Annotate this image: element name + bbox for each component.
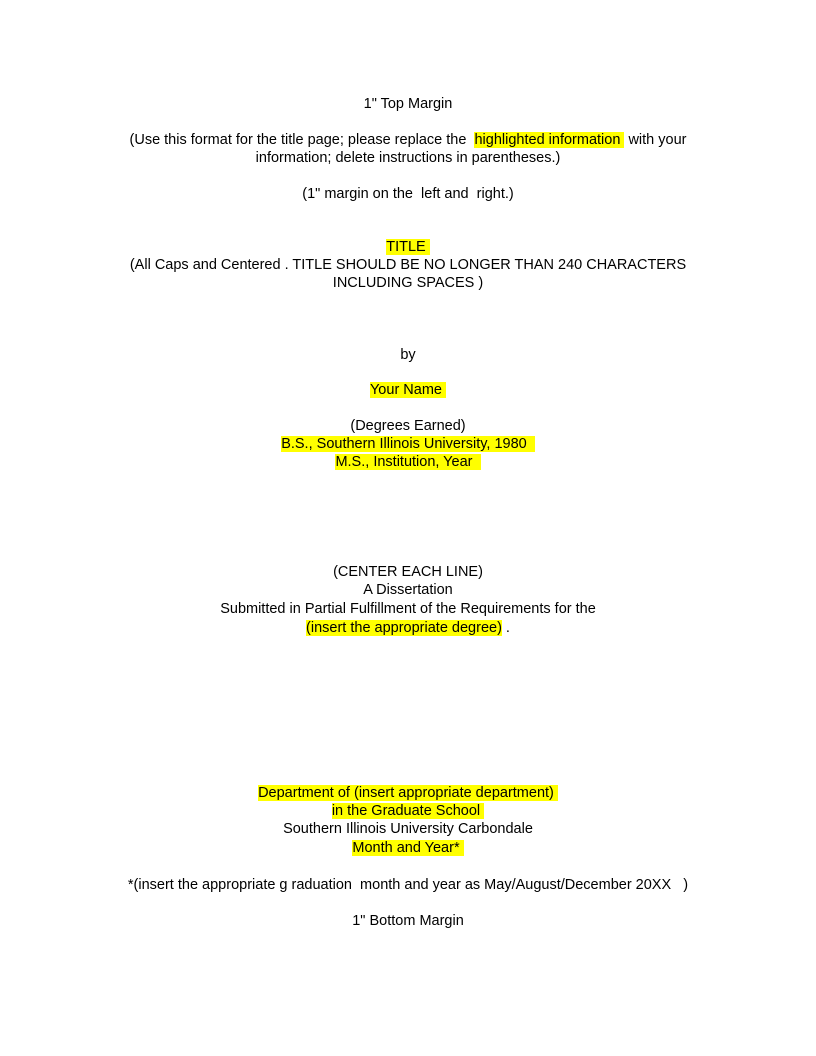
margin-note: (1" margin on the left and right.) xyxy=(302,186,514,202)
degree-1-line xyxy=(0,435,816,453)
graduate-school-line xyxy=(0,802,816,820)
department-line xyxy=(0,784,816,802)
by-label: by xyxy=(400,347,416,363)
month-year-line xyxy=(0,839,816,857)
appropriate-degree-placeholder: (insert the appropriate degree) xyxy=(306,620,502,636)
degree-2-line xyxy=(0,453,816,471)
title-line xyxy=(0,238,816,256)
top-margin-note: 1" Top Margin xyxy=(363,96,453,112)
instructions-line-2: information; delete instructions in parentheses.) xyxy=(255,150,561,166)
month-year-placeholder: Month and Year* xyxy=(352,840,464,856)
bottom-margin-note: 1" Bottom Margin xyxy=(352,913,464,929)
university-line: Southern Illinois University Carbondale xyxy=(283,821,533,837)
highlighted-information: highlighted information xyxy=(474,132,625,148)
title-note-line-2: INCLUDING SPACES ) xyxy=(332,275,484,291)
graduate-school-placeholder: in the Graduate School xyxy=(331,803,485,819)
title-placeholder: TITLE xyxy=(386,239,430,255)
instructions-line-1 xyxy=(0,131,816,149)
instructions-text: (Use this format for the title page; please replace the xyxy=(129,132,471,148)
department-placeholder: Department of (insert appropriate department) xyxy=(258,785,558,801)
name-line xyxy=(0,381,816,399)
degree-2-placeholder: M.S., Institution, Year xyxy=(335,454,481,470)
degree-line xyxy=(0,619,816,637)
title-note-line-1: (All Caps and Centered . TITLE SHOULD BE NO LONGER THAN 240 CHARACTERS xyxy=(129,257,687,273)
instructions-text-suffix: with your xyxy=(624,132,687,148)
degree-1-placeholder: B.S., Southern Illinois University, 1980 xyxy=(281,436,535,452)
your-name-placeholder: Your Name xyxy=(369,382,447,398)
center-each-line-note: (CENTER EACH LINE) xyxy=(333,564,483,580)
degree-line-suffix: . xyxy=(501,620,510,636)
dissertation-label: A Dissertation xyxy=(363,582,453,598)
degrees-heading: (Degrees Earned) xyxy=(350,418,466,434)
graduation-footnote: *(insert the appropriate g raduation month and year as May/August/December 20XX ) xyxy=(127,877,689,893)
requirements-line: Submitted in Partial Fulfillment of the Requirements for the xyxy=(220,601,596,617)
